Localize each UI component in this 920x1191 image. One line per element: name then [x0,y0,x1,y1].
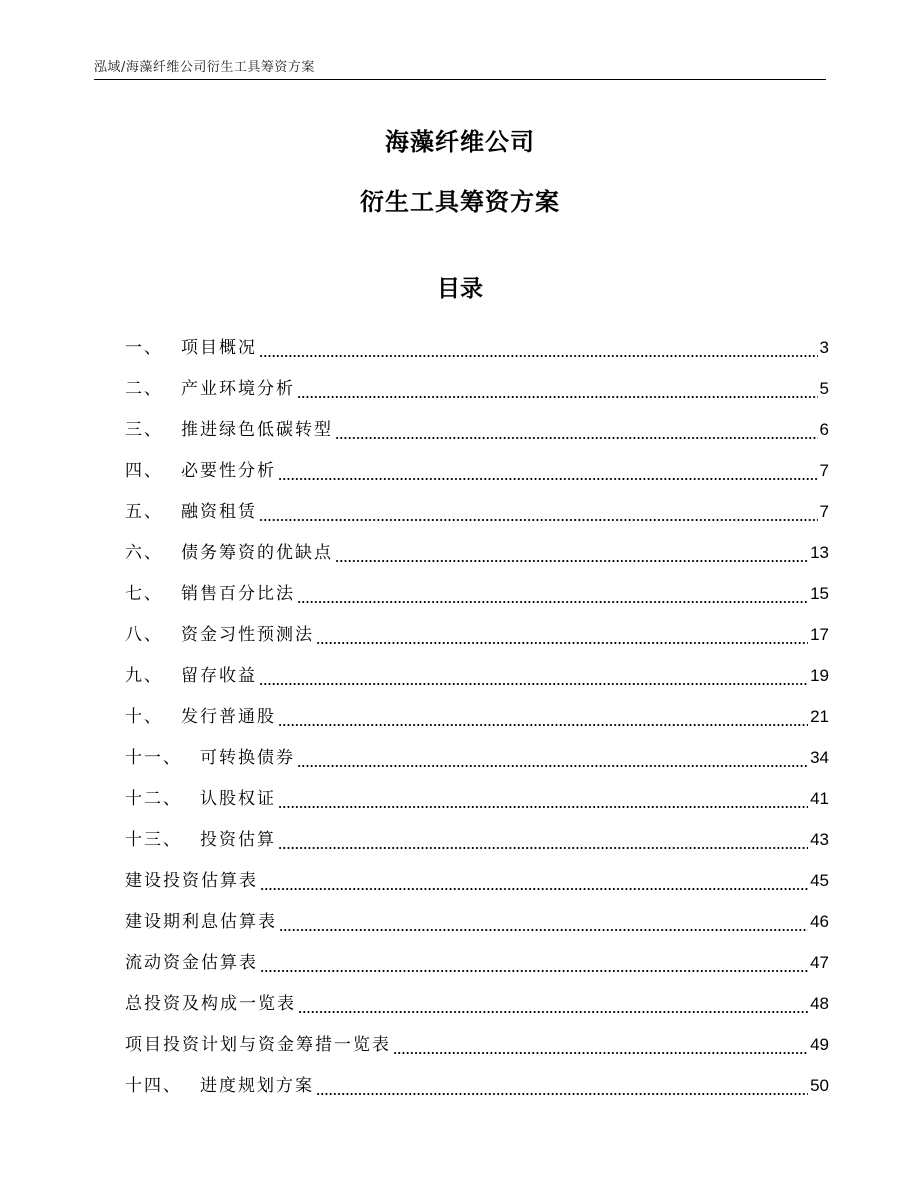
toc-entry-label: 项目概况 [181,338,257,358]
toc-entry-number: 一、 [125,338,163,358]
toc-entry-number: 九、 [125,666,163,686]
toc-entry[interactable] [125,1015,829,1056]
toc-leader-dots [316,1075,808,1097]
toc-leader-dots [335,542,808,564]
toc-entry[interactable] [125,892,829,933]
toc-entry-label: 建设投资估算表 [125,871,258,891]
toc-entry-page: 5 [819,379,829,398]
toc-leader-dots [278,829,808,851]
toc-entry-label: 推进绿色低碳转型 [181,420,333,440]
toc-entry-label: 债务筹资的优缺点 [181,543,333,563]
toc-entry-page: 17 [810,625,829,644]
toc-entry[interactable] [125,605,829,646]
header-divider [94,79,826,80]
toc-leader-dots [259,337,818,359]
toc-entry-page: 49 [810,1035,829,1054]
toc-entry[interactable] [125,933,829,974]
toc-entry[interactable] [125,687,829,728]
toc-leader-dots [316,624,808,646]
toc-entry-page: 45 [810,871,829,890]
running-header: 泓域/海藻纤维公司衍生工具筹资方案 [94,60,315,75]
toc-leader-dots [297,378,818,400]
toc-entry-label: 进度规划方案 [200,1076,314,1096]
toc-entry-number: 二、 [125,379,163,399]
toc-entry[interactable] [125,523,829,564]
toc-entry-label: 留存收益 [181,666,257,686]
toc-heading: 目录 [437,276,483,302]
toc-entry-number: 十三、 [125,830,182,850]
toc-entry-number: 六、 [125,543,163,563]
toc-entry-number: 十一、 [125,748,182,768]
toc-entry-page: 7 [819,502,829,521]
company-title: 海藻纤维公司 [385,128,535,156]
table-of-contents [125,318,829,1097]
toc-entry-number: 八、 [125,625,163,645]
toc-entry[interactable] [125,769,829,810]
toc-leader-dots [260,952,808,974]
toc-entry[interactable] [125,400,829,441]
toc-entry-label: 产业环境分析 [181,379,295,399]
toc-entry-page: 34 [810,748,829,767]
toc-entry-number: 三、 [125,420,163,440]
toc-leader-dots [278,460,818,482]
toc-entry-label: 销售百分比法 [181,584,295,604]
toc-leader-dots [278,706,808,728]
toc-entry-number: 五、 [125,502,163,522]
toc-entry-number: 四、 [125,461,163,481]
toc-leader-dots [260,870,808,892]
toc-entry-label: 项目投资计划与资金筹措一览表 [125,1035,391,1055]
toc-entry-number: 七、 [125,584,163,604]
toc-entry-label: 流动资金估算表 [125,953,258,973]
toc-entry[interactable] [125,318,829,359]
toc-entry-page: 3 [819,338,829,357]
toc-leader-dots [259,665,808,687]
toc-entry-page: 43 [810,830,829,849]
toc-leader-dots [297,747,808,769]
toc-entry-label: 可转换债券 [200,748,295,768]
toc-entry-page: 7 [819,461,829,480]
toc-entry-label: 融资租赁 [181,502,257,522]
toc-entry-page: 50 [810,1076,829,1095]
toc-entry-page: 41 [810,789,829,808]
toc-entry[interactable] [125,810,829,851]
toc-entry[interactable] [125,441,829,482]
toc-leader-dots [278,788,808,810]
toc-entry-page: 46 [810,912,829,931]
toc-entry-label: 建设期利息估算表 [125,912,277,932]
toc-entry-number: 十四、 [125,1076,182,1096]
toc-leader-dots [298,993,808,1015]
toc-entry-label: 发行普通股 [181,707,276,727]
toc-entry-page: 6 [819,420,829,439]
toc-entry-number: 十、 [125,707,163,727]
toc-entry[interactable] [125,482,829,523]
toc-entry-page: 21 [810,707,829,726]
toc-entry-page: 48 [810,994,829,1013]
document-title: 衍生工具筹资方案 [360,188,560,216]
toc-entry[interactable] [125,974,829,1015]
toc-entry[interactable] [125,564,829,605]
toc-entry-page: 13 [810,543,829,562]
toc-leader-dots [335,419,818,441]
toc-entry-page: 15 [810,584,829,603]
toc-leader-dots [393,1034,808,1056]
toc-entry-label: 总投资及构成一览表 [125,994,296,1014]
toc-entry-label: 投资估算 [200,830,276,850]
toc-leader-dots [297,583,808,605]
toc-entry-label: 必要性分析 [181,461,276,481]
toc-entry-page: 19 [810,666,829,685]
toc-entry-label: 认股权证 [200,789,276,809]
toc-leader-dots [259,501,818,523]
toc-entry-number: 十二、 [125,789,182,809]
toc-entry[interactable] [125,359,829,400]
toc-leader-dots [279,911,808,933]
toc-entry[interactable] [125,728,829,769]
toc-entry-label: 资金习性预测法 [181,625,314,645]
toc-entry[interactable] [125,1056,829,1097]
toc-entry[interactable] [125,851,829,892]
toc-entry-page: 47 [810,953,829,972]
toc-entry[interactable] [125,646,829,687]
